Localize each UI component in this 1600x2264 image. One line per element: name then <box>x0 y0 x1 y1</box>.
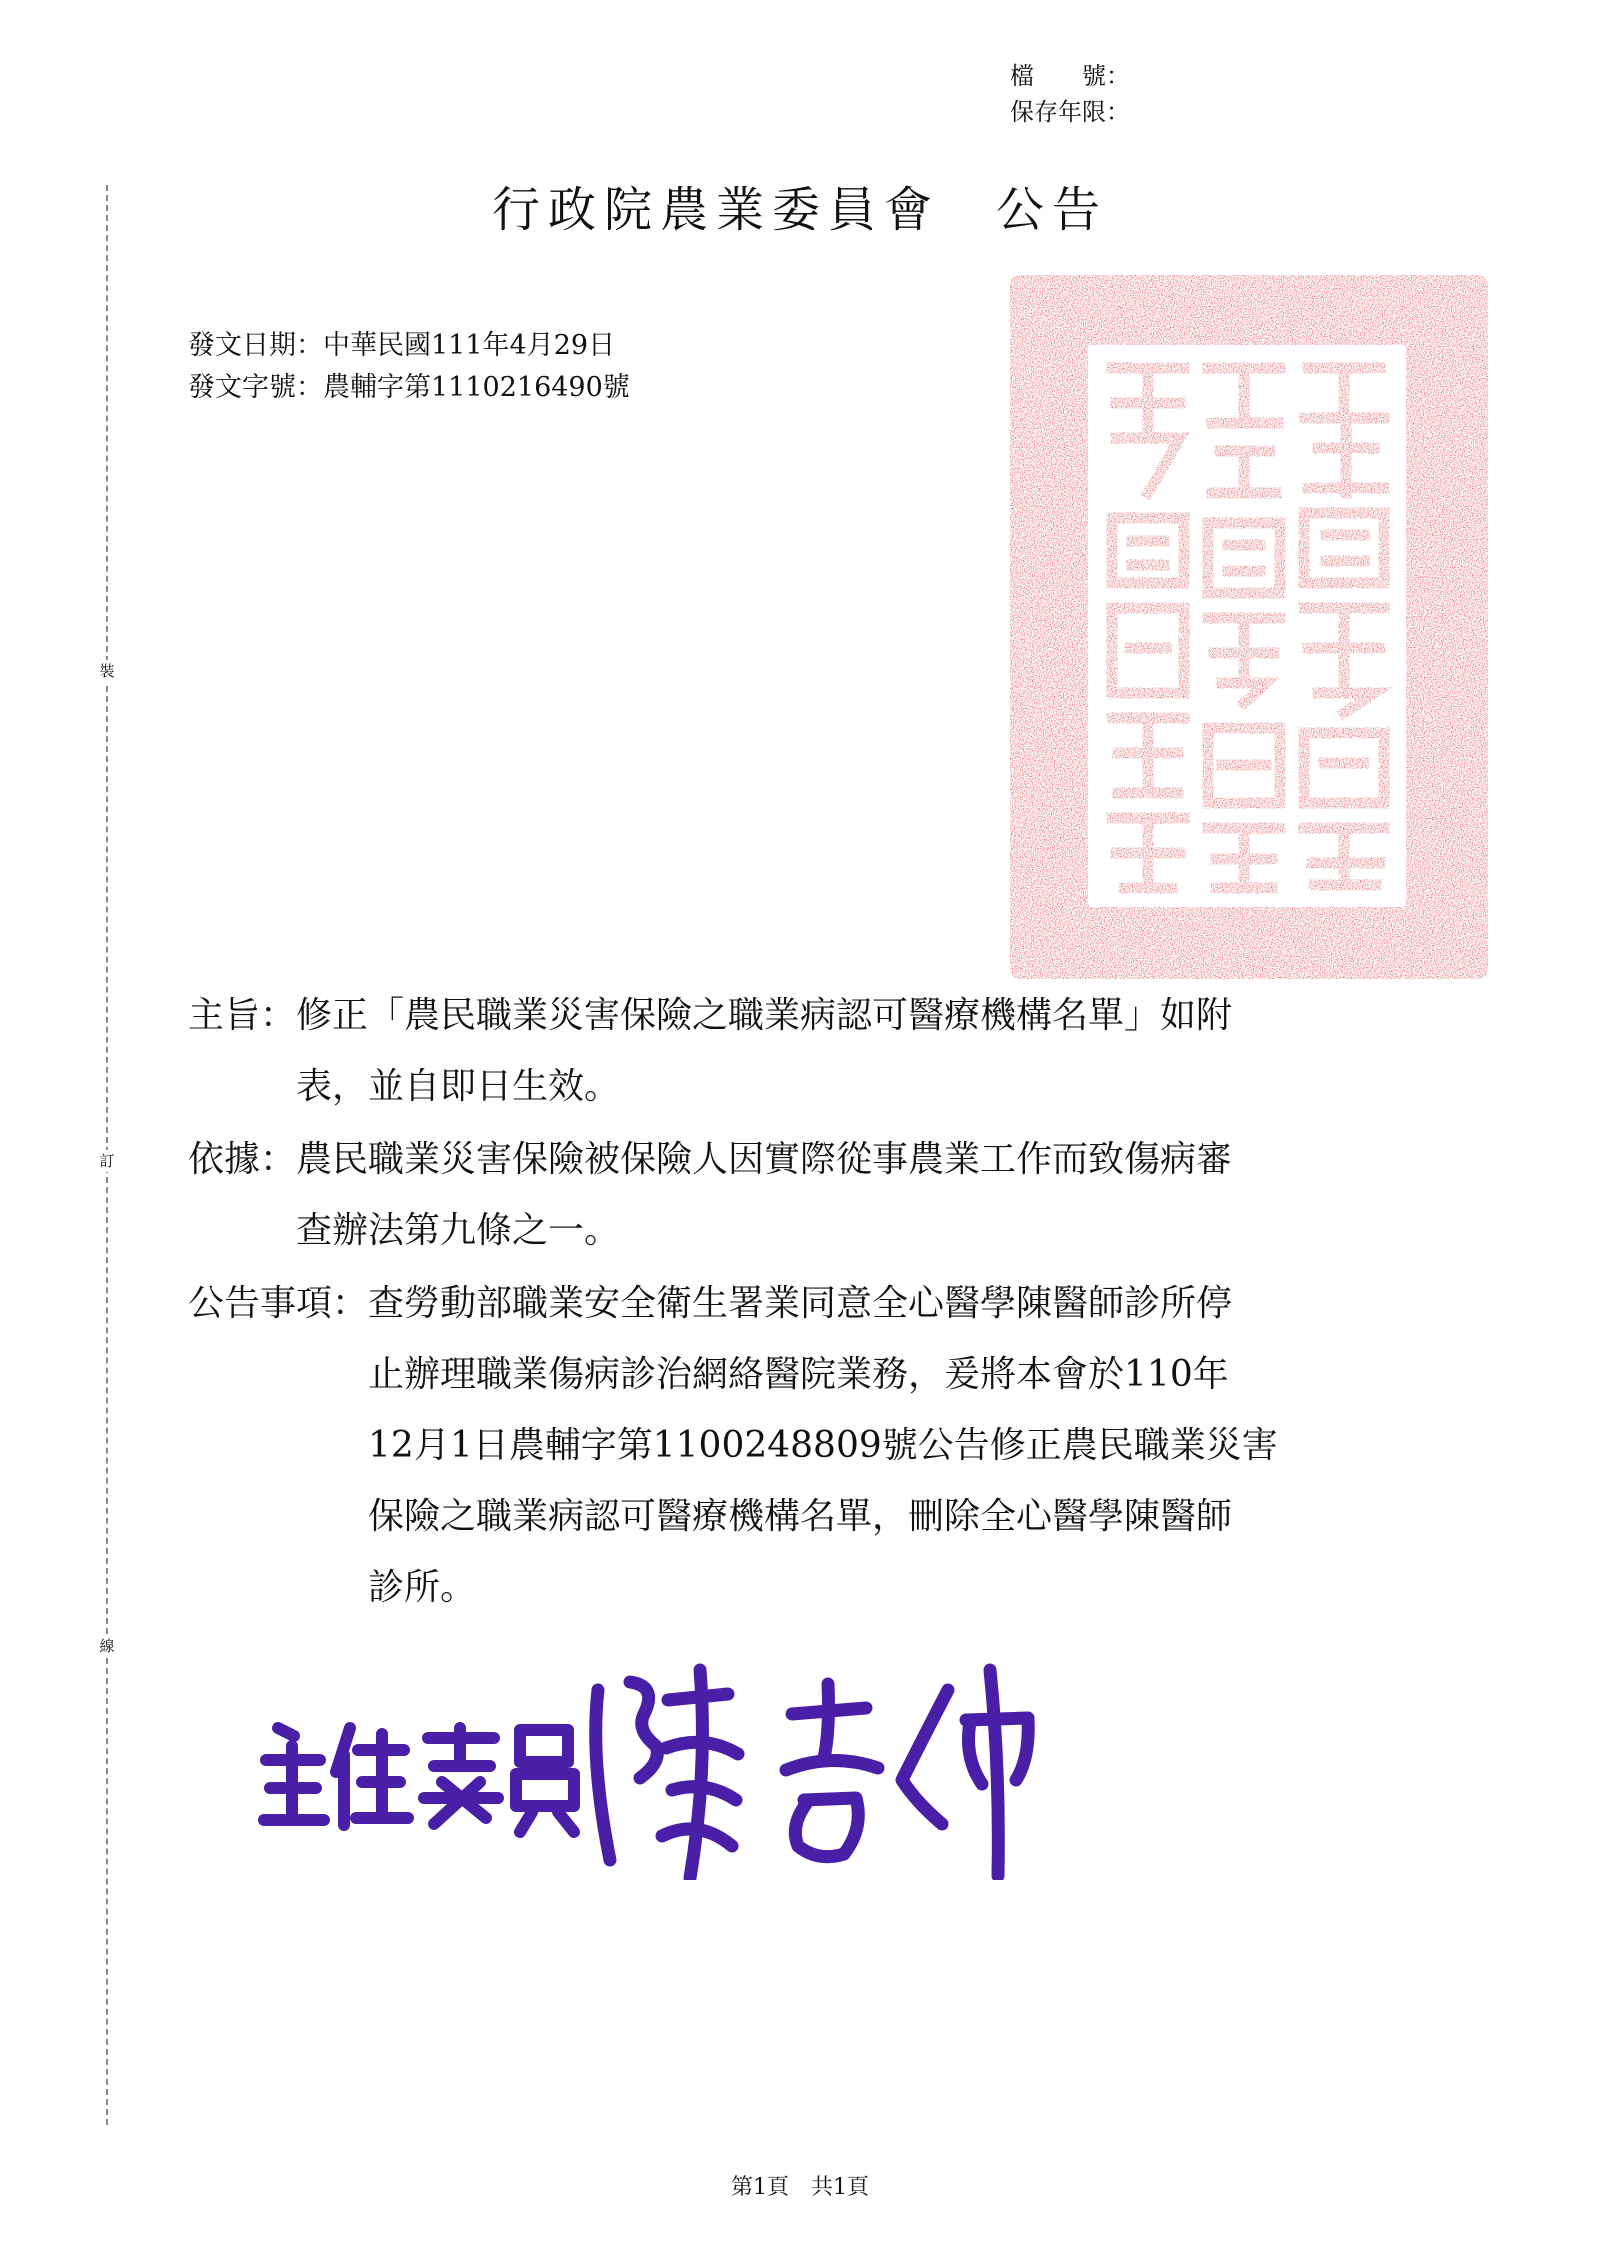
section-basis <box>188 1124 1448 1266</box>
section-line: 查勞動部職業安全衛生署業同意全心醫學陳醫師診所停 <box>368 1283 1233 1324</box>
section-label: 公告事項： <box>188 1283 369 1324</box>
binding-char-zhuang: 裝 <box>96 660 118 682</box>
retention-label: 保存年限： <box>1010 98 1130 126</box>
section-line: 表，並自即日生效。 <box>296 1066 621 1107</box>
section-subject <box>188 980 1448 1122</box>
issue-number: 發文字號：農輔字第1110216490號 <box>188 372 630 403</box>
signature <box>258 1650 1058 1880</box>
section-label: 主旨： <box>188 995 297 1036</box>
binding-char-ding: 訂 <box>96 1150 118 1172</box>
issue-date: 發文日期：中華民國111年4月29日 <box>188 330 616 361</box>
file-number-label: 檔 號： <box>1010 62 1130 90</box>
section-line: 修正「農民職業災害保險之職業病認可醫療機構名單」如附 <box>296 995 1233 1036</box>
file-number-row <box>1010 58 1130 94</box>
page-footer: 第1頁 共1頁 <box>731 2175 869 2200</box>
official-seal <box>1008 273 1492 983</box>
signature-image <box>258 1650 1058 1880</box>
file-metadata <box>1010 58 1130 130</box>
issue-info <box>188 325 630 409</box>
section-line: 止辦理職業傷病診治網絡醫院業務，爰將本會於110年 <box>368 1354 1229 1395</box>
retention-row <box>1010 94 1130 130</box>
section-line: 保險之職業病認可醫療機構名單，刪除全心醫學陳醫師 <box>368 1496 1233 1537</box>
section-line: 查辦法第九條之一。 <box>296 1210 621 1251</box>
section-announcement <box>188 1268 1448 1623</box>
section-label: 依據： <box>188 1139 297 1180</box>
seal-image <box>1008 273 1492 983</box>
binding-char-xian: 線 <box>96 1635 118 1657</box>
section-line: 12月1日農輔字第1100248809號公告修正農民職業災害 <box>368 1425 1278 1466</box>
document-title: 行政院農業委員會 公告 <box>491 182 1108 238</box>
section-line: 農民職業災害保險被保險人因實際從事農業工作而致傷病審 <box>296 1139 1233 1180</box>
section-line: 診所。 <box>368 1567 477 1608</box>
